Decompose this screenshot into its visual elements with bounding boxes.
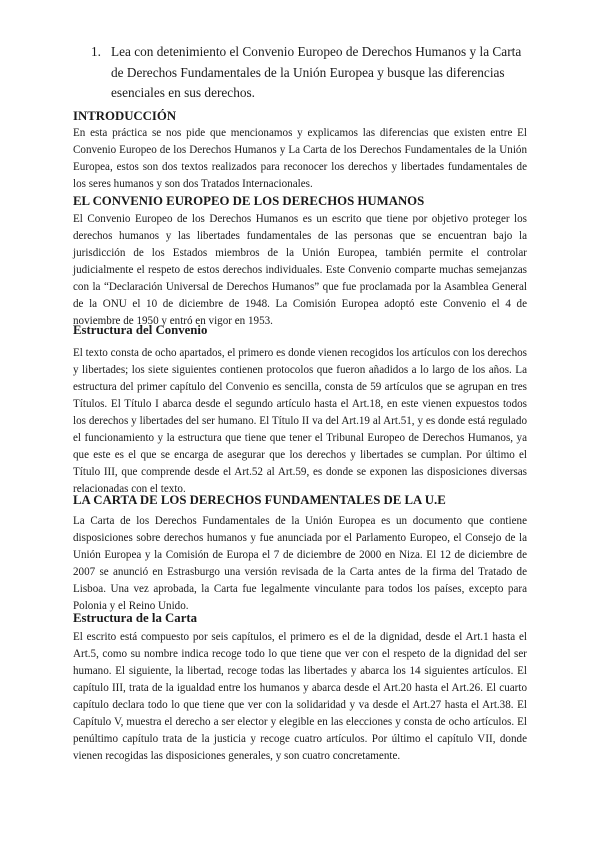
question-number: 1.: [91, 44, 101, 59]
heading-estructura-carta: Estructura de la Carta: [73, 611, 198, 625]
heading-estructura-convenio: Estructura del Convenio: [73, 323, 208, 337]
paragraph-estructura-convenio: El texto consta de ocho apartados, el primero es donde vienen recogidos los artículos con los derechos y libertades; los siete siguientes contienen protocolos que fueron añadidos a lo largo de los años. La estructura del primer capítulo del Convenio es sencilla, consta de 59 artículos que se agrupan en tres Títulos. El Título I abarca desde el segundo artículo hasta el Art.18, en este vienen expuestos todos los derechos y libertades del ser humano. El Título II va del Art.19 al Art.51, y es donde está regulado el funcionamiento y la estructura que tiene que tener el Tribunal Europeo de Derechos Humanos, ya que este es el que se encarga de asegurar que los derechos y libertades se cumplan. Por último el Título III, que comprende desde el Art.52 al Art.59, es donde se exponen las disposiciones diversas relacionadas con el texto.: [73, 347, 527, 495]
heading-carta: LA CARTA DE LOS DERECHOS FUNDAMENTALES DE LA U.E: [73, 493, 446, 507]
paragraph-introduccion: En esta práctica se nos pide que mencionamos y explicamos las diferencias que existen entre El Convenio Europeo de los Derechos Humanos y La Carta de los Derechos Fundamentales de la Unión Europea, estos son dos textos realizados para reconocer los derechos y libertades fundamentales de los seres humanos y son dos Tratados Internacionales.: [73, 127, 527, 190]
question-text: Lea con detenimiento el Convenio Europeo de Derechos Humanos y la Carta de Derechos Fundamentales de la Unión Europea y busque las diferencias esenciales en sus derechos.: [111, 44, 522, 100]
paragraph-convenio: El Convenio Europeo de los Derechos Humanos es un escrito que tiene por objetivo proteger los derechos humanos y las libertades fundamentales de las personas que se encuentran bajo la jurisdicción de los Estados miembros de la Unión Europea, también permite el controlar judicialmente el respeto de estos derechos individuales. Este Convenio comparte muchas semejanzas con la “Declaración Universal de Derechos Humanos” que fue proclamada por la Asamblea General de la ONU el 10 de diciembre de 1948. La Comisión Europea adoptó este Convenio el 4 de noviembre de 1950 y entró en vigor en 1953.: [73, 213, 527, 327]
paragraph-estructura-carta: El escrito está compuesto por seis capítulos, el primero es el de la dignidad, desde el Art.1 hasta el Art.5, como su nombre indica recoge todo lo que tiene que ver con el respeto de la dignidad del ser humano. El siguiente, la libertad, recoge todas las libertades y abarca los 14 siguientes artículos. El capítulo III, trata de la igualdad entre los humanos y abarca desde el Art.20 hasta el Art.26. El cuarto capítulo declara todo lo que tiene que ver con la solidaridad y va desde el Art.27 hasta el Art.38. El Capítulo V, muestra el derecho a ser elector y elegible en las elecciones y consta de ocho artículos. El penúltimo capítulo trata de la justicia y recoge cuatro artículos. Por último el capítulo VII, donde vienen recogidas las disposiciones generales, y son cuatro concretamente.: [73, 631, 527, 762]
heading-introduccion: INTRODUCCIÓN: [73, 109, 177, 123]
paragraph-carta: La Carta de los Derechos Fundamentales de la Unión Europea es un documento que contiene disposiciones sobre derechos humanos y fue anunciada por el Parlamento Europeo, el Consejo de la Unión Europea y la Comisión de Europa el 7 de diciembre de 2000 en Niza. El 12 de diciembre de 2007 se anunció en Estrasburgo una versión revisada de la Carta antes de la firma del Tratado de Lisboa. Una vez aprobada, la Carta fue legalmente vinculante para todos los países, excepto para Polonia y el Reino Unido.: [73, 515, 527, 612]
heading-convenio: EL CONVENIO EUROPEO DE LOS DERECHOS HUMANOS: [73, 194, 425, 208]
